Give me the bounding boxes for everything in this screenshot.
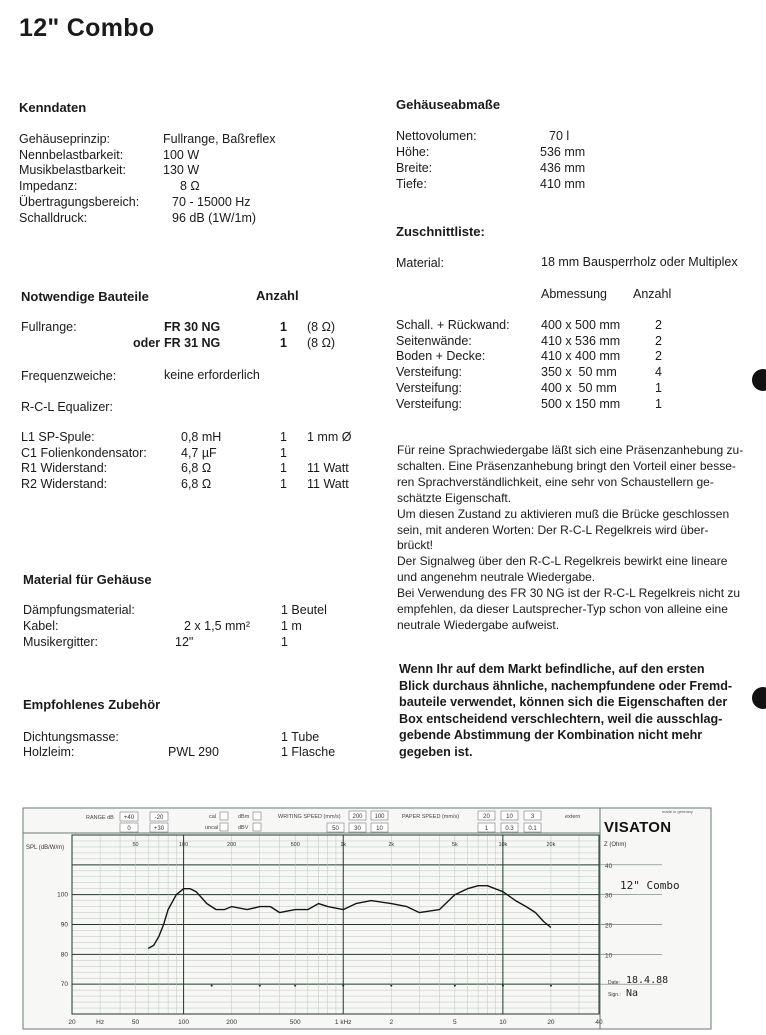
zuschnitt-count: 2: [655, 349, 662, 363]
kenndaten-label: Impedanz:: [19, 179, 78, 193]
eq-component-value: 4,7 µF: [181, 446, 217, 460]
binder-hole: [752, 369, 766, 391]
zubehoer-count: 1 Tube: [281, 730, 320, 744]
zuschnitt-count: 1: [655, 397, 662, 411]
x-tick-label: 50: [131, 1019, 140, 1026]
kenndaten-label: Musikbelastbarkeit:: [19, 163, 126, 177]
kenndaten-label: Schalldruck:: [19, 211, 88, 225]
zubehoer-count: 1 Flasche: [281, 745, 336, 759]
fullrange-model-1: FR 30 NG: [164, 320, 221, 334]
warning-line: Blick durchaus ähnliche, nachempfundene oder Fremd-: [399, 678, 733, 693]
eq-component-count: 1: [280, 430, 287, 444]
writing-speed-value: 30: [354, 826, 361, 832]
paper-speed-value: 0.3: [505, 826, 514, 832]
chart-marker: [294, 985, 296, 987]
zuschnitt-label: Versteifung:: [396, 397, 463, 411]
x-tick-label: 20: [547, 1019, 555, 1026]
fullrange-impedance-1: (8 Ω): [307, 320, 336, 334]
abmasse-label: Höhe:: [396, 145, 430, 159]
paper-speed-label: PAPER SPEED (mm/s): [402, 814, 460, 820]
paper-speed-value: 20: [483, 814, 490, 820]
fullrange-label: Fullrange:: [21, 320, 77, 334]
right-axis-label: Z (Ohm): [604, 842, 627, 848]
sign-value: Na: [626, 988, 639, 999]
material-label: Kabel:: [23, 619, 59, 633]
abmasse-heading: Gehäuseabmaße: [396, 97, 501, 112]
paragraph-line: empfehlen, da dieser Lautsprecher-Typ schon von alleine eine: [397, 602, 728, 617]
paragraph-line: sein, mit anderen Worten: Der R-C-L Regelkreis wird über-: [397, 522, 709, 537]
paragraph-line: schätzte Eigenschaft.: [397, 490, 512, 505]
zuschnitt-count: 1: [655, 381, 662, 395]
zubehoer-value: PWL 290: [168, 745, 219, 759]
material-count: 1 Beutel: [281, 603, 327, 617]
kenndaten-heading: Kenndaten: [19, 100, 87, 115]
zuschnitt-dimension: 410 x 400 mm: [541, 349, 621, 363]
kenndaten-label: Gehäuseprinzip:: [19, 132, 111, 146]
paragraph-line: schalten. Eine Präsenzanhebung bringt den Vorteil einer besse-: [397, 458, 736, 473]
zuschnitt-label: Versteifung:: [396, 381, 463, 395]
eq-component-value: 6,8 Ω: [181, 477, 212, 491]
eq-label: R-C-L Equalizer:: [21, 400, 113, 414]
paragraph-line: Um diesen Zustand zu aktivieren muß die Brücke geschlossen: [397, 506, 730, 521]
top-tick-label: 200: [227, 842, 237, 848]
abmasse-label: Tiefe:: [396, 177, 427, 191]
eq-component-label: R1 Widerstand:: [21, 461, 108, 475]
x-tick-label: Hz: [96, 1019, 105, 1026]
material-value: 12": [175, 635, 194, 649]
uncal-label: uncal: [205, 825, 219, 831]
right-tick-label: 20: [605, 922, 613, 930]
kenndaten-label: Nennbelastbarkeit:: [19, 148, 124, 162]
zuschnitt-dimension: 400 x 50 mm: [541, 381, 617, 395]
paragraph-line: brückt!: [397, 538, 434, 553]
fullrange-impedance-2: (8 Ω): [307, 336, 336, 350]
chart-marker: [259, 985, 261, 987]
writing-speed-value: 10: [376, 826, 383, 832]
zuschnitt-heading: Zuschnittliste:: [396, 224, 485, 239]
range-value: +40: [123, 815, 135, 821]
chart-marker: [211, 985, 213, 987]
range-label: RANGE dB: [86, 815, 114, 821]
chart-marker: [454, 985, 456, 987]
zuschnitt-material-label: Material:: [396, 256, 444, 270]
eq-component-label: R2 Widerstand:: [21, 477, 108, 491]
x-tick-label: 1 kHz: [334, 1019, 352, 1026]
zuschnitt-dimension: 410 x 536 mm: [541, 334, 621, 348]
zuschnitt-label: Boden + Decke:: [396, 349, 486, 363]
kenndaten-value: 100 W: [163, 148, 200, 162]
fullrange-model-2: FR 31 NG: [164, 336, 221, 350]
sign-label: Sign.:: [608, 992, 621, 998]
eq-component-count: 1: [280, 461, 287, 475]
frequency-response-chart: [22, 800, 712, 1030]
zubehoer-label: Holzleim:: [23, 745, 75, 759]
date-value: 18.4.88: [626, 975, 669, 986]
paper-speed-value: 0.1: [528, 826, 537, 832]
warning-line: Box entscheidend verschlechtern, weil die ausschlag-: [399, 711, 723, 726]
x-tick-label: 500: [289, 1019, 301, 1026]
warning-line: Wenn Ihr auf dem Markt befindliche, auf den ersten: [399, 662, 705, 676]
material-label: Musikergitter:: [23, 635, 99, 649]
zuschnitt-col-count: Anzahl: [633, 287, 672, 301]
paragraph-line: Für reine Sprachwiedergabe läßt sich eine Präsenzanhebung zu-: [397, 443, 744, 457]
eq-component-value: 0,8 mH: [181, 430, 222, 444]
warning-line: gebende Abstimmung der Kombination nicht mehr: [399, 728, 703, 743]
kenndaten-value: 70 - 15000 Hz: [172, 195, 251, 209]
dbv-label: dBV: [238, 825, 249, 831]
x-tick-label: 100: [178, 1019, 190, 1026]
y-axis-label: SPL (dB/W/m): [26, 845, 65, 851]
material-value: 2 x 1,5 mm²: [184, 619, 250, 633]
zuschnitt-col-dimension: Abmessung: [541, 287, 608, 301]
right-tick-label: 10: [605, 952, 613, 960]
eq-component-count: 1: [280, 446, 287, 460]
warning-paragraph: [399, 661, 751, 761]
eq-component-extra: 11 Watt: [307, 477, 349, 491]
chart-marker: [502, 985, 504, 987]
paragraph-line: ren Sprachverständlichkeit, eine sehr von Schaustellern ge-: [397, 474, 714, 489]
zuschnitt-count: 2: [655, 318, 662, 332]
fullrange-count-2: 1: [280, 336, 287, 350]
eq-component-count: 1: [280, 477, 287, 491]
paper-speed-value: 3: [530, 814, 535, 820]
eq-component-label: C1 Folienkondensator:: [21, 446, 147, 460]
abmasse-value: 70 l: [549, 129, 570, 143]
top-tick-label: 1k: [340, 842, 347, 848]
abmasse-value: 436 mm: [540, 161, 586, 175]
writing-speed-value: 200: [352, 814, 363, 820]
x-tick-label: 20: [68, 1019, 76, 1026]
top-tick-label: 500: [290, 842, 300, 848]
chart-marker: [342, 985, 344, 987]
bauteile-heading: Notwendige Bauteile: [21, 289, 149, 304]
chart-marker: [390, 985, 392, 987]
material-count: 1 m: [281, 619, 302, 633]
right-tick-label: 40: [605, 862, 613, 870]
fullrange-count-1: 1: [280, 320, 287, 334]
writing-speed-value: 50: [332, 826, 339, 832]
extern-label: extern: [565, 814, 581, 820]
zuschnitt-dimension: 500 x 150 mm: [541, 397, 621, 411]
range-value: +30: [153, 826, 165, 832]
x-tick-label: 5: [453, 1019, 457, 1026]
abmasse-label: Breite:: [396, 161, 433, 175]
top-tick-label: 5k: [451, 842, 458, 848]
zubehoer-label: Dichtungsmasse:: [23, 730, 119, 744]
kenndaten-label: Übertragungsbereich:: [19, 195, 140, 209]
top-tick-label: 10k: [498, 842, 508, 848]
date-label: Date:: [608, 980, 620, 986]
paragraph-line: und angenehm neutrale Wiedergabe.: [397, 570, 596, 585]
abmasse-label: Nettovolumen:: [396, 129, 477, 143]
zuschnitt-label: Seitenwände:: [396, 334, 472, 348]
visaton-logo: VISATON: [604, 819, 672, 836]
zuschnitt-dimension: 350 x 50 mm: [541, 365, 617, 379]
zuschnitt-material-value: 18 mm Bausperrholz oder Multiplex: [541, 255, 738, 269]
material-count: 1: [281, 635, 288, 649]
range-value: 0: [127, 826, 131, 832]
weiche-label: Frequenzweiche:: [21, 369, 117, 383]
eq-component-value: 6,8 Ω: [181, 461, 212, 475]
kenndaten-value: 96 dB (1W/1m): [172, 211, 257, 225]
weiche-value: keine erforderlich: [164, 368, 260, 382]
top-tick-label: 20k: [546, 842, 556, 848]
paper-speed-value: 10: [506, 814, 513, 820]
range-value: -20: [154, 815, 164, 821]
zuschnitt-dimension: 400 x 500 mm: [541, 318, 621, 332]
right-tick-label: 30: [605, 892, 613, 900]
kenndaten-value: 8 Ω: [180, 179, 200, 193]
warning-line: gegeben ist.: [399, 744, 473, 759]
eq-component-label: L1 SP-Spule:: [21, 430, 95, 444]
zuschnitt-label: Versteifung:: [396, 365, 463, 379]
page-title: 12" Combo: [19, 14, 155, 42]
paragraph-line: Bei Verwendung des FR 30 NG ist der R-C-L Regelkreis nicht zu: [397, 586, 741, 601]
y-tick-label: 90: [60, 921, 68, 929]
warning-line: bauteile verwendet, können sich die Eigenschaften der: [399, 695, 728, 710]
cal-label: cal: [209, 814, 217, 820]
zubehoer-heading: Empfohlenes Zubehör: [23, 697, 161, 712]
x-tick-label: 2: [389, 1019, 394, 1026]
zuschnitt-count: 4: [655, 365, 662, 379]
x-tick-label: 200: [226, 1019, 238, 1026]
fullrange-or: oder: [133, 336, 161, 350]
top-tick-label: 50: [132, 842, 139, 848]
chart-title: 12" Combo: [620, 879, 680, 892]
zuschnitt-count: 2: [655, 334, 662, 348]
abmasse-value: 536 mm: [540, 145, 586, 159]
top-tick-label: 100: [178, 842, 189, 848]
chart-marker: [550, 985, 552, 987]
x-tick-label: 10: [499, 1019, 507, 1026]
paragraph-line: Der Signalweg über den R-C-L Regelkreis bewirkt eine lineare: [397, 554, 728, 569]
description-paragraph: [397, 443, 749, 634]
paper-speed-value: 1: [484, 826, 489, 832]
writing-speed-label: WRITING SPEED (mm/s): [278, 814, 341, 820]
top-tick-label: 2k: [388, 842, 395, 848]
dbm-label: dBm: [238, 814, 250, 820]
material-heading: Material für Gehäuse: [23, 572, 152, 587]
zuschnitt-label: Schall. + Rückwand:: [396, 318, 510, 332]
kenndaten-value: Fullrange, Baßreflex: [163, 132, 276, 146]
bauteile-count-heading: Anzahl: [256, 288, 299, 303]
binder-hole: [752, 687, 766, 709]
eq-component-extra: 11 Watt: [307, 461, 349, 475]
eq-component-extra: 1 mm Ø: [307, 430, 352, 444]
y-tick-label: 80: [60, 951, 68, 959]
abmasse-value: 410 mm: [540, 177, 586, 191]
kenndaten-value: 130 W: [163, 163, 200, 177]
brand-tagline: made in germany: [662, 809, 693, 814]
writing-speed-value: 100: [374, 814, 385, 820]
paragraph-line: neutrale Wiedergabe aufweist.: [397, 617, 560, 632]
y-tick-label: 100: [57, 891, 68, 899]
x-tick-label: 40: [595, 1019, 603, 1026]
y-tick-label: 70: [60, 981, 68, 989]
material-label: Dämpfungsmaterial:: [23, 603, 135, 617]
